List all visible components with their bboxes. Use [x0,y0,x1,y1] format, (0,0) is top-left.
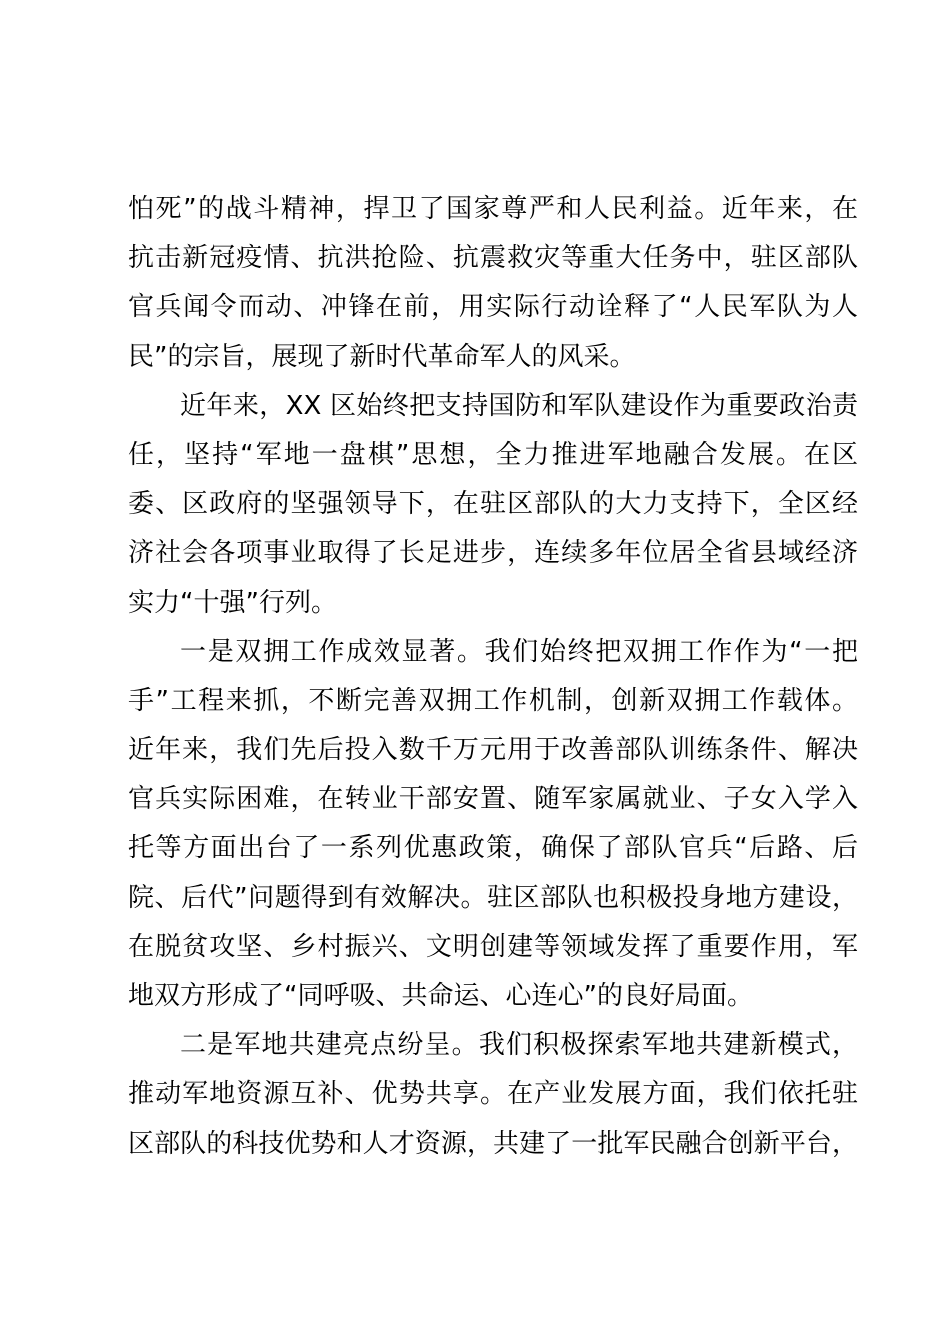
text-line: 地双方形成了“同呼吸、共命运、心连心”的良好局面。 [128,981,753,1011]
text-line: 民”的宗旨，展现了新时代革命军人的风采。 [128,341,636,372]
paragraph-first-line: 二是军地共建亮点纷呈。我们积极探索军地共建新模式， [180,1030,858,1061]
text-line: 委、区政府的坚强领导下，在驻区部队的大力支持下，全区经 [128,489,858,520]
text-line: 近年来，我们先后投入数千万元用于改善部队训练条件、解决 [128,735,858,766]
text-line: 推动军地资源互补、优势共享。在产业发展方面，我们依托驻 [128,1079,858,1110]
text-line: 在脱贫攻坚、乡村振兴、文明创建等领域发挥了重要作用，军 [128,931,858,962]
paragraph-first-line: 一是双拥工作成效显著。我们始终把双拥工作作为“一把 [180,636,858,667]
text-line: 官兵闻令而动、冲锋在前，用实际行动诠释了“人民军队为人 [128,292,858,323]
document-body [128,185,858,1169]
text-line: 托等方面出台了一系列优惠政策，确保了部队官兵“后路、后 [128,833,858,864]
text-line: 实力“十强”行列。 [128,587,337,618]
text-line: 任，坚持“军地一盘棋”思想，全力推进军地融合发展。在区 [128,439,858,470]
text-line: 院、后代”问题得到有效解决。驻区部队也积极投身地方建设， [128,882,858,913]
paragraph-first-line: 近年来，XX 区始终把支持国防和军队建设作为重要政治责 [180,390,858,421]
text-line: 抗击新冠疫情、抗洪抢险、抗震救灾等重大任务中，驻区部队 [128,243,858,274]
text-line: 官兵实际困难，在转业干部安置、随军家属就业、子女入学入 [128,784,858,815]
text-line: 区部队的科技优势和人才资源，共建了一批军民融合创新平台， [128,1128,858,1159]
text-line: 怕死”的战斗精神，捍卫了国家尊严和人民利益。近年来，在 [128,194,858,224]
text-line: 手”工程来抓，不断完善双拥工作机制，创新双拥工作载体。 [128,685,858,716]
text-line: 济社会各项事业取得了长足进步，连续多年位居全省县域经济 [128,538,858,569]
